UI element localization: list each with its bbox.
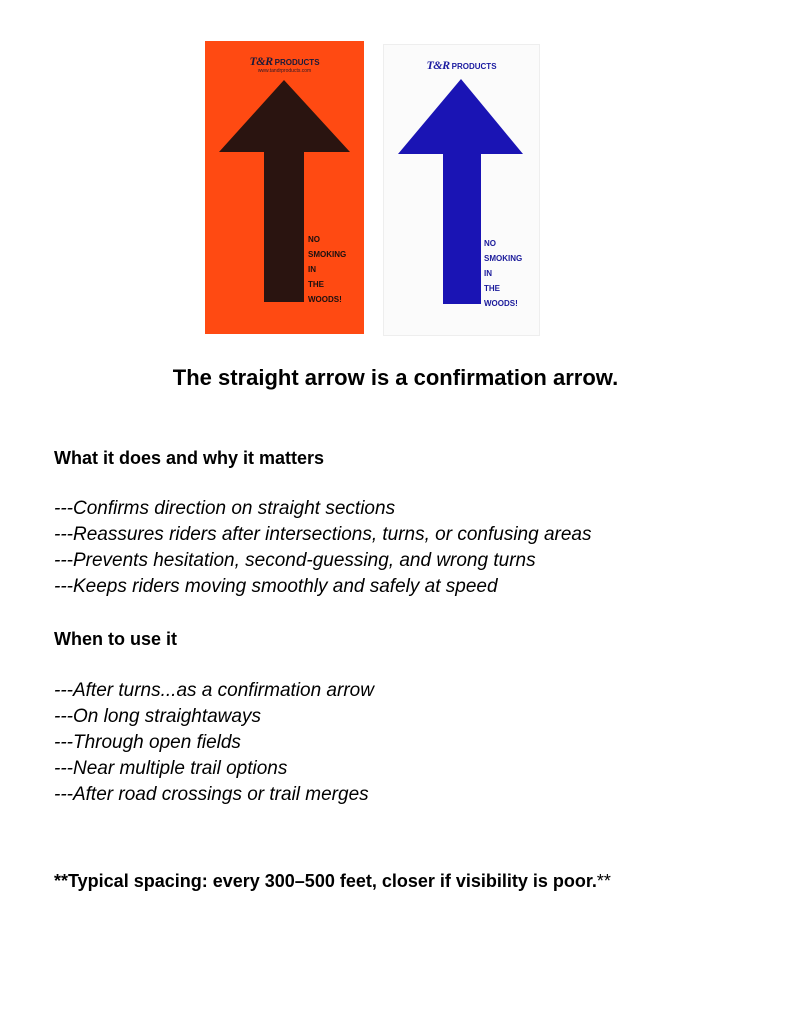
list-item: ---Keeps riders moving smoothly and safely at speed	[54, 576, 498, 597]
brand-name: PRODUCTS	[274, 58, 320, 67]
sign-message-line: THE	[484, 284, 500, 293]
sign-message-line: THE	[308, 280, 324, 289]
brand-name: PRODUCTS	[451, 62, 497, 71]
sign-brand-logo	[383, 56, 540, 74]
orange-arrow-sign	[205, 41, 364, 334]
sign-message-line: SMOKING	[484, 254, 523, 263]
spacing-note-trailing: **	[596, 871, 611, 891]
list-item: ---Through open fields	[54, 732, 241, 753]
what-it-does-list	[54, 496, 592, 600]
spacing-note-text: **Typical spacing: every 300–500 feet, closer if visibility is poor.	[54, 871, 597, 891]
sign-message-line: IN	[484, 269, 492, 278]
sign-url: www.tandrproducts.com	[257, 68, 312, 74]
spacing-note	[54, 870, 611, 892]
sign-message-line: SMOKING	[308, 250, 347, 259]
sign-message-line: WOODS!	[308, 295, 342, 304]
brand-mark: T&R	[249, 54, 273, 68]
sign-message-line: NO	[308, 235, 320, 244]
list-item: ---Near multiple trail options	[54, 758, 288, 779]
sign-message-line: WOODS!	[484, 299, 518, 308]
list-item: ---After turns...as a confirmation arrow	[54, 680, 374, 701]
sign-message	[484, 236, 522, 311]
when-to-use-list	[54, 678, 374, 808]
list-item: ---Prevents hesitation, second-guessing, and wrong turns	[54, 550, 536, 571]
section-heading-when-to-use: When to use it	[54, 629, 177, 649]
list-item: ---After road crossings or trail merges	[54, 784, 369, 805]
section-heading-what-it-does: What it does and why it matters	[54, 448, 325, 468]
list-item: ---On long straightaways	[54, 706, 261, 727]
brand-mark: T&R	[426, 58, 450, 72]
sign-message-line: IN	[308, 265, 316, 274]
list-item: ---Reassures riders after intersections, turns, or confusing areas	[54, 524, 592, 545]
sign-message	[308, 232, 346, 307]
main-heading: The straight arrow is a confirmation arrow.	[172, 365, 619, 390]
white-arrow-sign	[383, 44, 540, 336]
sign-message-line: NO	[484, 239, 496, 248]
list-item: ---Confirms direction on straight sections	[54, 498, 396, 519]
